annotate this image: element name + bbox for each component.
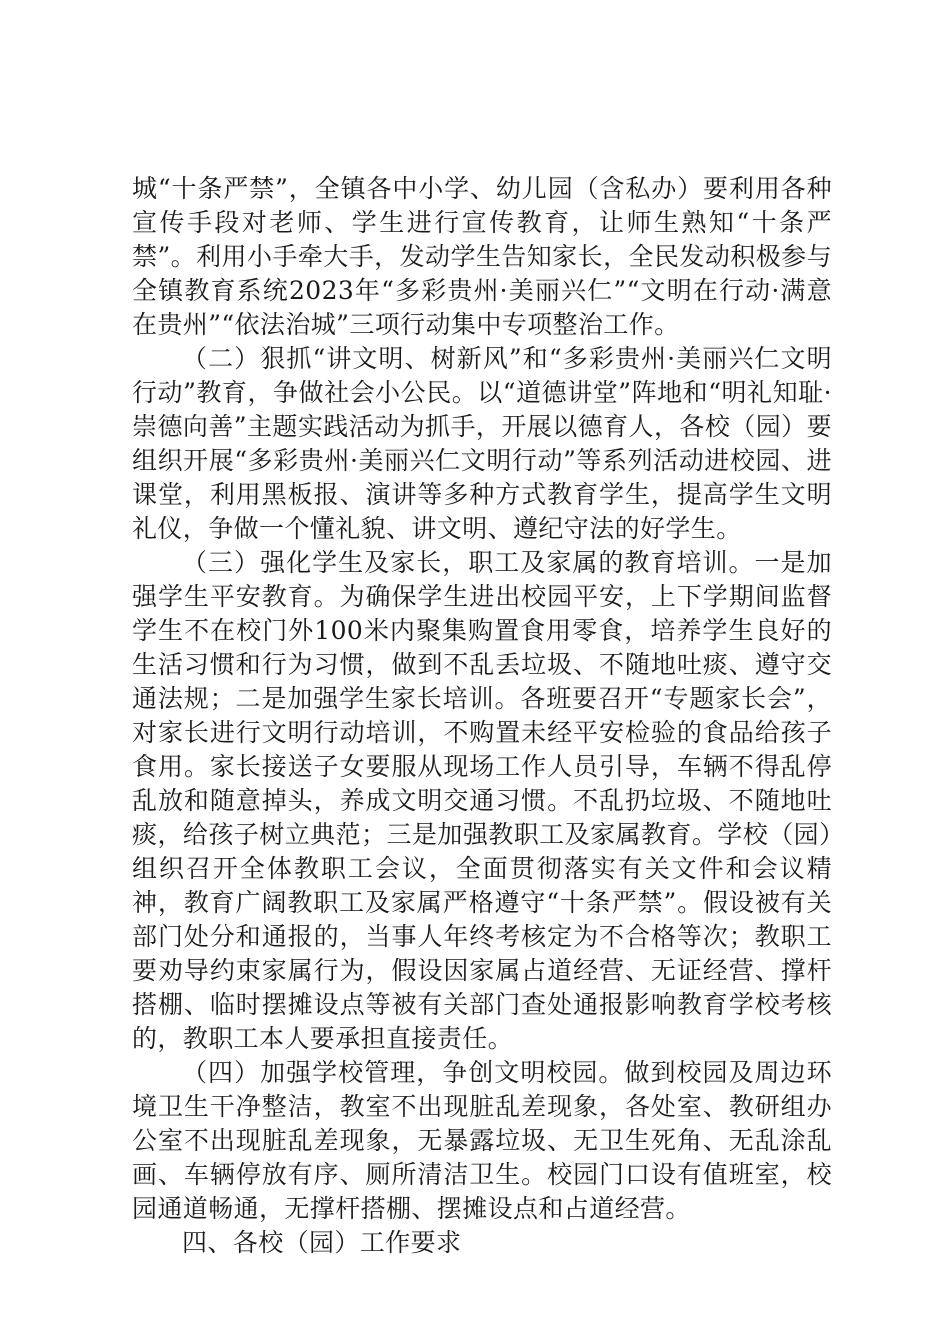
paragraph-section-4: （四）加强学校管理，争创文明校园。做到校园及周边环境卫生干净整洁，教室不出现脏乱差现象，各处室、教研组办公室不出现脏乱差现象，无暴露垃圾、无卫生死角、无乱涂乱画、车辆停放有序、厕所清洁卫生。校园门口设有值班室，校园通道畅通，无撑杆搭棚、摆摊设点和占道经营。	[132, 1058, 832, 1223]
paragraph-section-3: （三）强化学生及家长，职工及家属的教育培训。一是加强学生平安教育。为确保学生进出校园平安，上下学期间监督学生不在校门外100米内聚集购置食用零食，培养学生良好的生活习惯和行为习惯，做到不乱丢垃圾、不随地吐痰、遵守交通法规；二是加强学生家长培训。各班要召开“专题家长会”，对家长进行文明行动培训，不购置未经平安检验的食品给孩子食用。家长接送子女要服从现场工作人员引导，车辆不得乱停乱放和随意掉头，养成文明交通习惯。不乱扔垃圾、不随地吐痰，给孩子树立典范；三是加强教职工及家属教育。学校（园）组织召开全体教职工会议，全面贯彻落实有关文件和会议精神，教育广阔教职工及家属严格遵守“十条严禁”。假设被有关部门处分和通报的，当事人年终考核定为不合格等次；教职工要劝导约束家属行为，假设因家属占道经营、无证经营、撑杆搭棚、临时摆摊设点等被有关部门查处通报影响教育学校考核的，教职工本人要承担直接责任。	[132, 548, 832, 1053]
section-heading-work-requirements: 四、各校（园）工作要求	[182, 1228, 462, 1257]
paragraph-section-2: （二）狠抓“讲文明、树新风”和“多彩贵州·美丽兴仁文明行动”教育，争做社会小公民。以“道德讲堂”阵地和“明礼知耻·崇德向善”主题实践活动为抓手，开展以德育人，各校（园）要组织开展“多彩贵州·美丽兴仁文明行动”等系列活动进校园、进课堂，利用黑板报、演讲等多种方式教育学生，提高学生文明礼仪，争做一个懂礼貌、讲文明、遵纪守法的好学生。	[132, 344, 832, 543]
document-body	[132, 172, 832, 1260]
paragraph-continuation: 城“十条严禁”，全镇各中小学、幼儿园（含私办）要利用各种宣传手段对老师、学生进行宣传教育，让师生熟知“十条严禁”。利用小手牵大手，发动学生告知家长，全民发动积极参与全镇教育系统2023年“多彩贵州·美丽兴仁”“文明在行动·满意在贵州”“依法治城”三项行动集中专项整治工作。	[132, 174, 832, 339]
